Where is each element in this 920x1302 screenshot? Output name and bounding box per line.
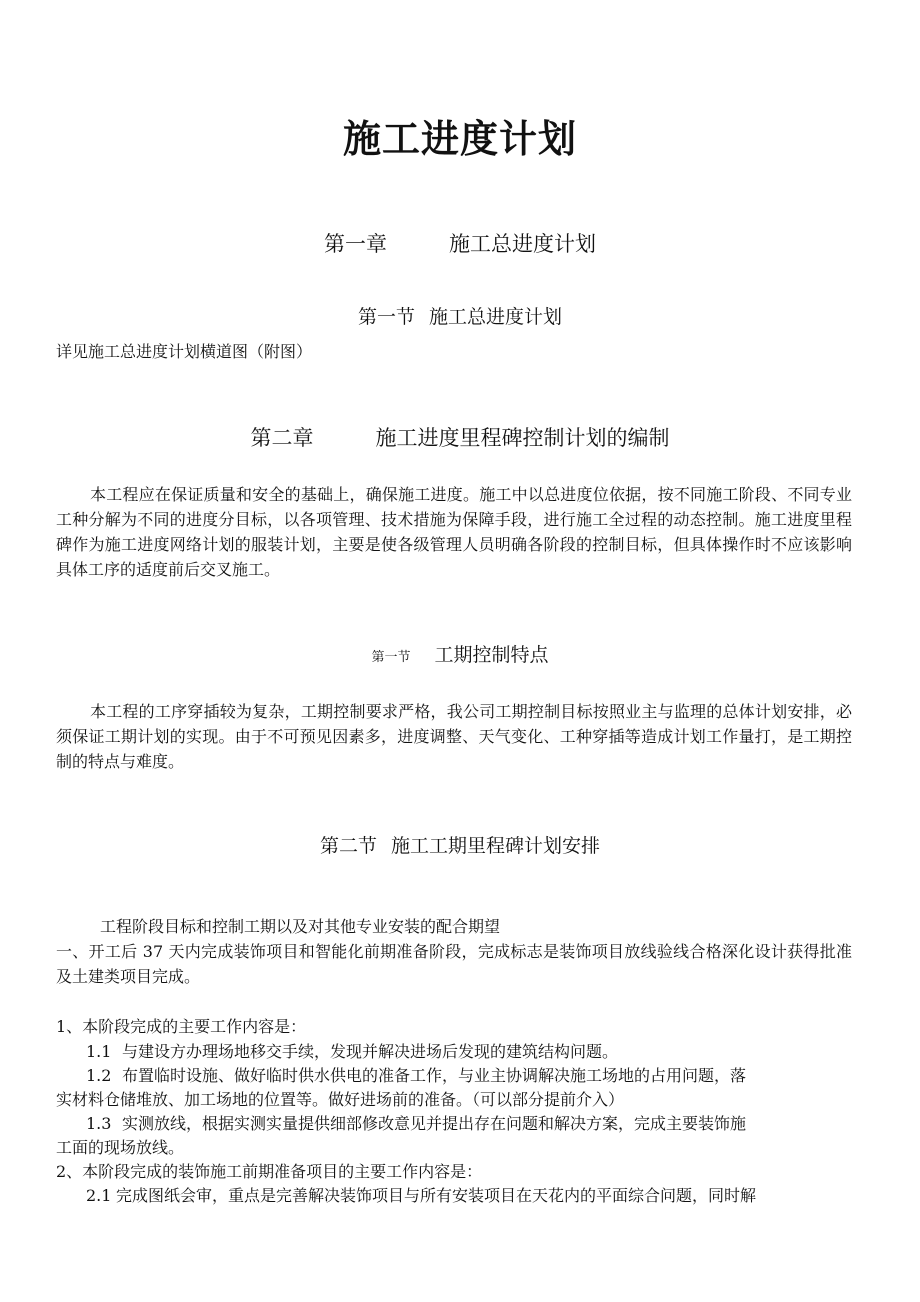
item-1-1 bbox=[56, 1039, 852, 1064]
ch1-section-1-title: 施工总进度计划 bbox=[429, 306, 563, 328]
chapter-1-label: 第一章 bbox=[324, 232, 387, 256]
item-2-1-text: 完成图纸会审，重点是完善解决装饰项目与所有安装项目在天花内的平面综合问题，同时解 bbox=[116, 1186, 757, 1205]
chapter-1-heading bbox=[0, 228, 920, 258]
ch2-section-1-paragraph: 本工程的工序穿插较为复杂，工期控制要求严格，我公司工期控制目标按照业主与监理的总体计划安排，必须保证工期计划的实现。由于不可预见因素多，进度调整、天气变化、工种穿插等造成计划工作量打，是工期控制的特点与难度。 bbox=[56, 702, 852, 771]
item-1-2-line-1 bbox=[56, 1063, 852, 1088]
item-2-1-number: 2.1 bbox=[86, 1186, 112, 1205]
phase-1-paragraph: 一、开工后 37 天内完成装饰项目和智能化前期准备阶段，完成标志是装饰项目放线验线合格深化设计获得批准及土建类项目完成。 bbox=[56, 942, 852, 986]
ch2-section-1-heading bbox=[0, 640, 920, 667]
item-2-1 bbox=[56, 1183, 852, 1208]
chapter-2-label: 第二章 bbox=[250, 426, 314, 450]
item-1-3-text-line-2: 工面的现场放线。 bbox=[56, 1138, 185, 1157]
ch1-section-1-text: 详见施工总进度计划横道图（附图） bbox=[56, 342, 313, 361]
ch2-section-2-label: 第二节 bbox=[319, 835, 377, 857]
ch2-section-2-heading bbox=[0, 831, 920, 858]
ch2-section-1-title: 工期控制特点 bbox=[434, 644, 549, 666]
ch2-section-1-label: 第一节 bbox=[371, 650, 411, 665]
item-1-3-line-1 bbox=[56, 1111, 852, 1136]
ch2-section-2-title: 施工工期里程碑计划安排 bbox=[391, 835, 601, 857]
chapter-2-heading bbox=[0, 422, 920, 452]
item-2-heading: 2、本阶段完成的装饰施工前期准备项目的主要工作内容是： bbox=[56, 1162, 483, 1181]
item-1-3-text-line-1: 实测放线，根据实测实量提供细部修改意见并提出存在问题和解决方案，完成主要装饰施 bbox=[122, 1114, 747, 1133]
chapter-1-title: 施工总进度计划 bbox=[449, 232, 596, 256]
item-1-heading: 1、本阶段完成的主要工作内容是： bbox=[56, 1017, 307, 1036]
item-1-2-text-line-2: 实材料仓储堆放、加工场地的位置等。做好进场前的准备。（可以部分提前介入） bbox=[56, 1090, 625, 1109]
item-1-3-number: 1.3 bbox=[86, 1114, 112, 1133]
page-title: 施工进度计划 bbox=[342, 116, 577, 161]
chapter-2-title: 施工进度里程碑控制计划的编制 bbox=[375, 426, 670, 450]
item-1-2-number: 1.2 bbox=[86, 1066, 112, 1085]
ch1-section-1-label: 第一节 bbox=[357, 306, 415, 328]
item-1-1-text: 与建设方办理场地移交手续，发现并解决进场后发现的建筑结构问题。 bbox=[122, 1042, 619, 1061]
milestone-heading: 工程阶段目标和控制工期以及对其他专业安装的配合期望 bbox=[100, 917, 501, 936]
chapter-2-intro-paragraph: 本工程应在保证质量和安全的基础上，确保施工进度。施工中以总进度位依据，按不同施工阶段、不同专业工种分解为不同的进度分目标，以各项管理、技术措施为保障手段，进行施工全过程的动态控制。施工进度里程碑作为施工进度网络计划的服装计划，主要是使各级管理人员明确各阶段的控制目标，但具体操作时不应该影响具体工序的适度前后交叉施工。 bbox=[56, 485, 852, 579]
ch1-section-1-heading bbox=[0, 302, 920, 329]
item-1-2-text-line-1: 布置临时设施、做好临时供水供电的准备工作，与业主协调解决施工场地的占用问题，落 bbox=[122, 1066, 747, 1085]
item-1-1-number: 1.1 bbox=[86, 1042, 112, 1061]
